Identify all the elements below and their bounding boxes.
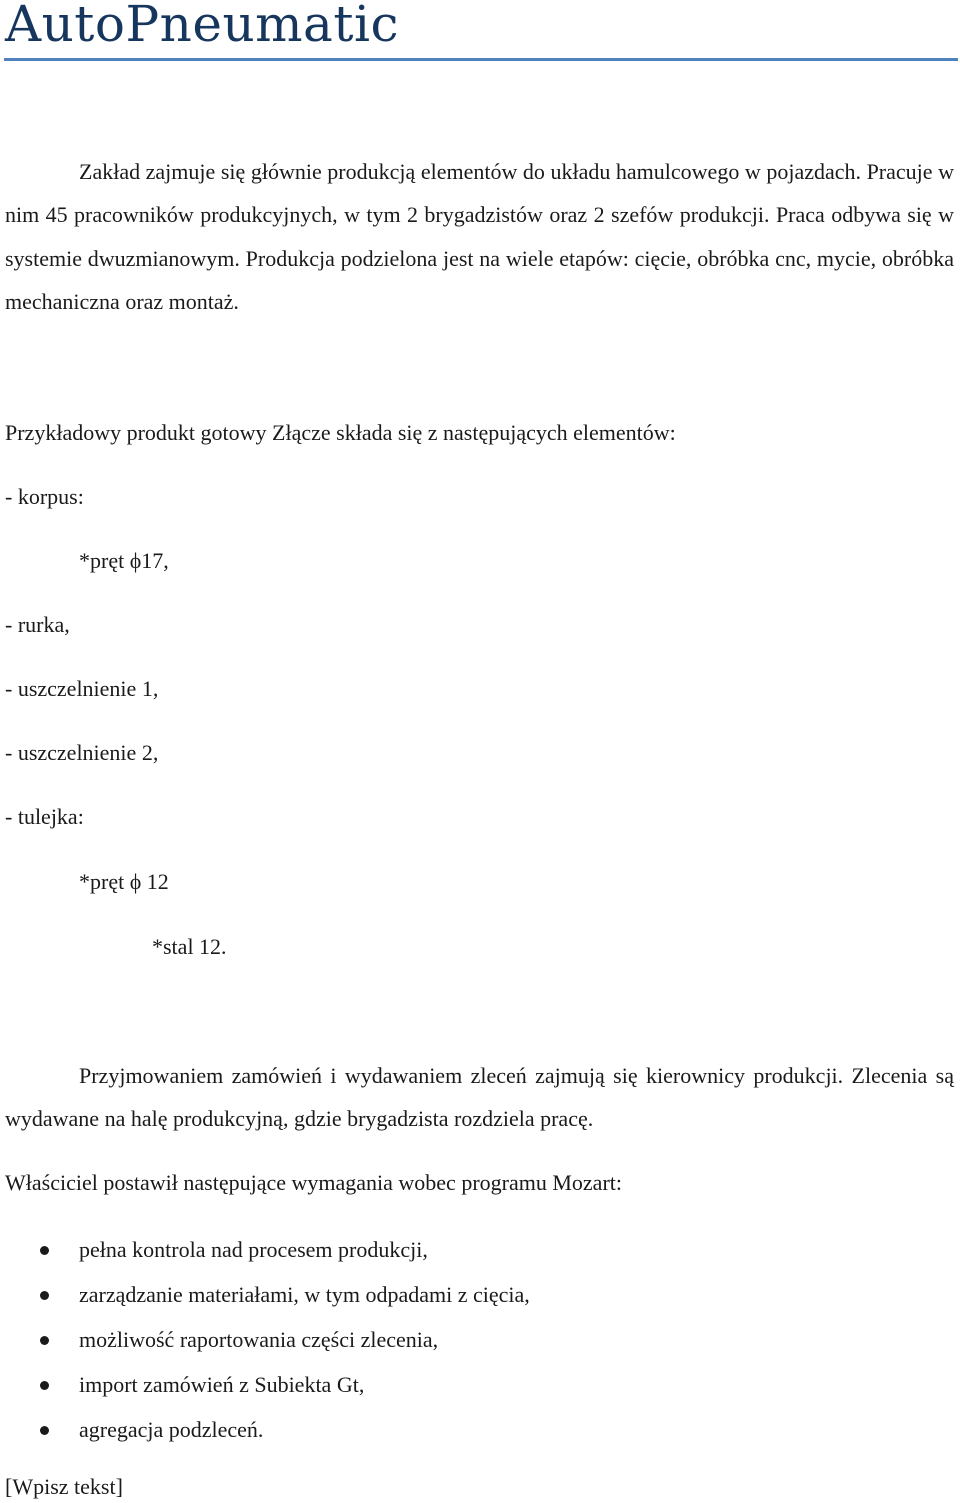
component-tulejka: - tulejka:: [5, 804, 84, 829]
requirements-heading: Właściciel postawił następujące wymagania wobec programu Mozart:: [5, 1170, 622, 1195]
orders-paragraph: Przyjmowaniem zamówień i wydawaniem zleceń zajmują się kierownicy produkcji. Zlecenia są wydawane na halę produkcyjną, gdzie brygadzista rozdziela pracę.: [5, 1063, 954, 1132]
component-korpus: - korpus:: [5, 484, 84, 509]
requirement-text: pełna kontrola nad procesem produkcji,: [79, 1237, 428, 1262]
bullet-icon: [40, 1336, 49, 1345]
component-korpus-material: *pręt ϕ17,: [79, 548, 169, 573]
product-heading: Przykładowy produkt gotowy Złącze składa się z następujących elementów:: [5, 420, 676, 445]
bullet-icon: [40, 1291, 49, 1300]
title-underline: [4, 58, 958, 61]
intro-paragraph: Zakład zajmuje się głównie produkcją elementów do układu hamulcowego w pojazdach. Pracuje w nim 45 pracowników produkcyjnych, w tym 2 brygadzistów oraz 2 szefów produkcji. Praca odbywa się w systemie dwuzmianowym. Produkcja podzielona jest na wiele etapów: cięcie, obróbka cnc, mycie, obróbka mechaniczna oraz montaż.: [5, 159, 954, 314]
component-uszczelnienie-2: - uszczelnienie 2,: [5, 740, 159, 765]
bullet-icon: [40, 1426, 49, 1435]
component-tulejka-steel: *stal 12.: [152, 934, 227, 959]
requirement-text: import zamówień z Subiekta Gt,: [79, 1372, 365, 1397]
component-uszczelnienie-1: - uszczelnienie 1,: [5, 676, 159, 701]
component-tulejka-material: *pręt ϕ 12: [79, 869, 169, 894]
requirement-text: możliwość raportowania części zlecenia,: [79, 1327, 439, 1352]
bullet-icon: [40, 1381, 49, 1390]
footer-placeholder[interactable]: [Wpisz tekst]: [5, 1474, 123, 1499]
bullet-icon: [40, 1246, 49, 1255]
document-title: AutoPneumatic: [5, 0, 399, 53]
requirement-text: zarządzanie materiałami, w tym odpadami z cięcia,: [79, 1282, 530, 1307]
requirement-text: agregacja podzleceń.: [79, 1417, 264, 1442]
component-rurka: - rurka,: [5, 612, 70, 637]
